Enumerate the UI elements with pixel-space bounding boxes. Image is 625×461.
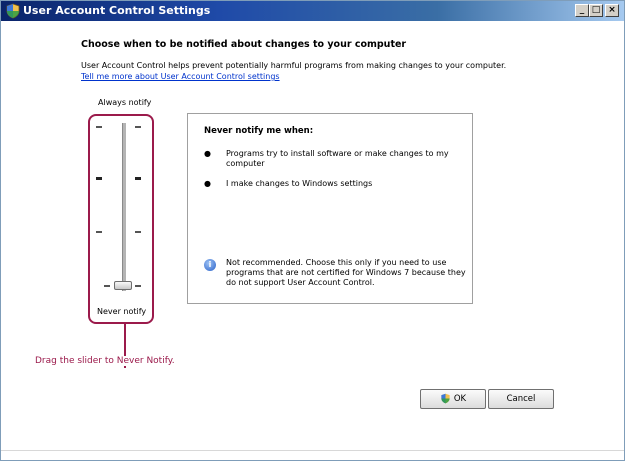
bullet-icon: ● xyxy=(204,179,211,188)
ok-button[interactable] xyxy=(420,389,486,409)
page-heading: Choose when to be notified about changes to your computer xyxy=(81,39,407,50)
slider-bottom-label: Never notify xyxy=(97,307,147,316)
description-text: User Account Control helps prevent potentially harmful programs from making changes to your computer. xyxy=(81,61,507,70)
window-title: User Account Control Settings xyxy=(23,4,211,17)
info-icon: i xyxy=(204,259,216,271)
description-panel xyxy=(187,113,473,304)
slider-tick xyxy=(96,231,102,233)
slider-tick xyxy=(135,177,141,180)
footer-divider xyxy=(1,450,624,451)
annotation-text: Drag the slider to Never Notify. xyxy=(35,356,175,366)
minimize-button[interactable]: _ xyxy=(575,4,589,17)
ok-button-label: OK xyxy=(453,394,467,404)
slider-track[interactable] xyxy=(122,123,126,291)
slider-tick xyxy=(96,177,102,180)
shield-icon xyxy=(5,3,21,19)
bullet-text: Programs try to install software or make changes to my computer xyxy=(226,149,449,168)
slider-tick xyxy=(104,285,110,287)
panel-title: Never notify me when: xyxy=(204,126,314,136)
learn-more-link[interactable]: Tell me more about User Account Control settings xyxy=(81,72,280,81)
bullet-icon: ● xyxy=(204,149,211,158)
slider-tick xyxy=(135,231,141,233)
slider-tick xyxy=(96,126,102,128)
title-bar[interactable] xyxy=(1,1,624,21)
slider-thumb[interactable] xyxy=(114,281,132,290)
shield-icon xyxy=(440,393,451,404)
bullet-text: I make changes to Windows settings xyxy=(226,179,373,188)
slider-highlight-box xyxy=(88,114,154,324)
close-button[interactable]: × xyxy=(605,4,619,17)
warning-text: Not recommended. Choose this only if you need to use programs that are not certified for Windows 7 because they do not support User Account Control. xyxy=(226,258,466,287)
cancel-button[interactable]: Cancel xyxy=(488,389,554,409)
maximize-button[interactable]: □ xyxy=(589,4,603,17)
slider-tick xyxy=(135,285,141,287)
slider-tick xyxy=(135,126,141,128)
slider-top-label: Always notify xyxy=(98,98,152,107)
